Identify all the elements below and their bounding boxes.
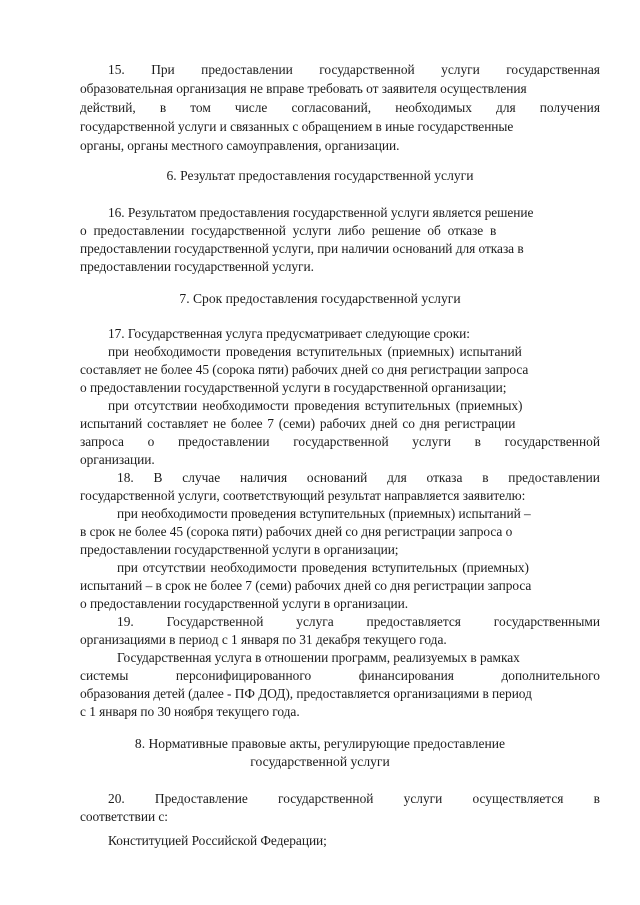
p18-line-1 [117,470,600,486]
word: предоставлении [177,434,270,449]
p18-line-6: при отсутствии необходимости проведения вступительных (приемных) [117,560,529,575]
word: системы [80,668,129,683]
p17-line-4: о предоставлении государственной услуги в государственной организации; [80,380,507,395]
word: персонифицированного [175,668,312,683]
word: в [474,434,481,449]
p16-line-2: о предоставлении государственной услуги либо решение об отказе в [80,223,497,238]
word: государственной [319,62,415,77]
p19-line-2: организациями в период с 1 января по 31 декабря текущего года. [80,632,447,647]
p18-line-2: государственной услуги, соответствующий результат направляется заявителю: [80,488,526,503]
section-heading-8-line-2: государственной услуги [250,754,390,769]
word: государственной [293,434,389,449]
word: наличия [239,470,288,485]
word: в [482,470,489,485]
word: необходимых [395,100,472,115]
p20-line-1 [108,791,600,807]
word: Государственной [166,614,264,629]
word: числе [234,100,268,115]
word: предоставлении [508,470,600,485]
word: для [387,470,407,485]
word: осуществляется [472,791,564,806]
p18-line-8: о предоставлении государственной услуги в организации. [80,596,409,611]
word: Предоставление [154,791,248,806]
word: 20. [108,791,125,806]
p15-line-1 [108,62,600,78]
p17-line-2: при необходимости проведения вступительных (приемных) испытаний [108,344,522,359]
word: отказа [426,470,463,485]
p19-line-5: образования детей (далее - ПФ ДОД), предоставляется организациями в период [80,686,532,701]
word: В [153,470,163,485]
word: оснований [306,470,368,485]
word: запроса [80,434,124,449]
p17-line-5: при отсутствии необходимости проведения вступительных (приемных) [108,398,523,413]
word: предоставлении [201,62,293,77]
word: том [190,100,211,115]
p20-line-2: соответствии с: [80,809,168,824]
word: услуги [441,62,480,77]
section-heading-6: 6. Результат предоставления государственной услуги [166,168,474,183]
word: получения [539,100,600,115]
p19-line-6: с 1 января по 30 ноября текущего года. [80,704,300,719]
p17-line-7 [80,434,600,450]
p15-line-4: государственной услуги и связанных с обращением в иные государственные [80,119,514,134]
word: При [151,62,175,77]
word: согласований, [291,100,372,115]
word: государственной [504,434,600,449]
p15-line-3 [80,100,600,116]
word: 18. [117,470,134,485]
word: услуги [403,791,443,806]
p17-line-6: испытаний составляет не более 7 (семи) рабочих дней со дня регистрации [80,416,516,431]
p20-line-3: Конституцией Российской Федерации; [108,833,327,848]
p15-line-5: органы, органы местного самоуправления, организации. [80,138,400,153]
word: в [593,791,600,806]
p19-line-1 [117,614,600,630]
word: предоставляется [366,614,461,629]
word: для [496,100,516,115]
word: о [147,434,155,449]
p15-line-2: образовательная организация не вправе требовать от заявителя осуществления [80,81,527,96]
word: случае [182,470,221,485]
word: действий, [80,100,136,115]
word: в [159,100,167,115]
section-heading-7: 7. Срок предоставления государственной услуги [179,291,461,306]
word: 15. [108,62,125,77]
p17-line-1: 17. Государственная услуга предусматривает следующие сроки: [108,326,470,341]
p18-line-7: испытаний – в срок не более 7 (семи) рабочих дней со дня регистрации запроса [80,578,532,593]
p19-line-4 [80,668,600,684]
section-heading-8-line-1: 8. Нормативные правовые акты, регулирующие предоставление [134,736,506,751]
p18-line-5: предоставлении государственной услуги в организации; [80,542,399,557]
word: дополнительного [501,668,600,683]
p18-line-4: в срок не более 45 (сорока пяти) рабочих дней со дня регистрации запроса о [80,524,513,539]
p17-line-3: составляет не более 45 (сорока пяти) рабочих дней со дня регистрации запроса [80,362,529,377]
word: услуга [296,614,334,629]
p16-line-1: 16. Результатом предоставления государственной услуги является решение [108,205,534,220]
p16-line-3: предоставлении государственной услуги, при наличии оснований для отказа в [80,241,524,256]
word: государственной [278,791,374,806]
word: финансирования [358,668,454,683]
p19-line-3: Государственная услуга в отношении программ, реализуемых в рамках [117,650,520,665]
word: услуги [412,434,451,449]
word: государственными [493,614,600,629]
word: государственная [506,62,600,77]
p17-line-8: организации. [80,452,155,467]
word: 19. [117,614,134,629]
p18-line-3: при необходимости проведения вступительных (приемных) испытаний – [117,506,531,521]
p16-line-4: предоставлении государственной услуги. [80,259,314,274]
